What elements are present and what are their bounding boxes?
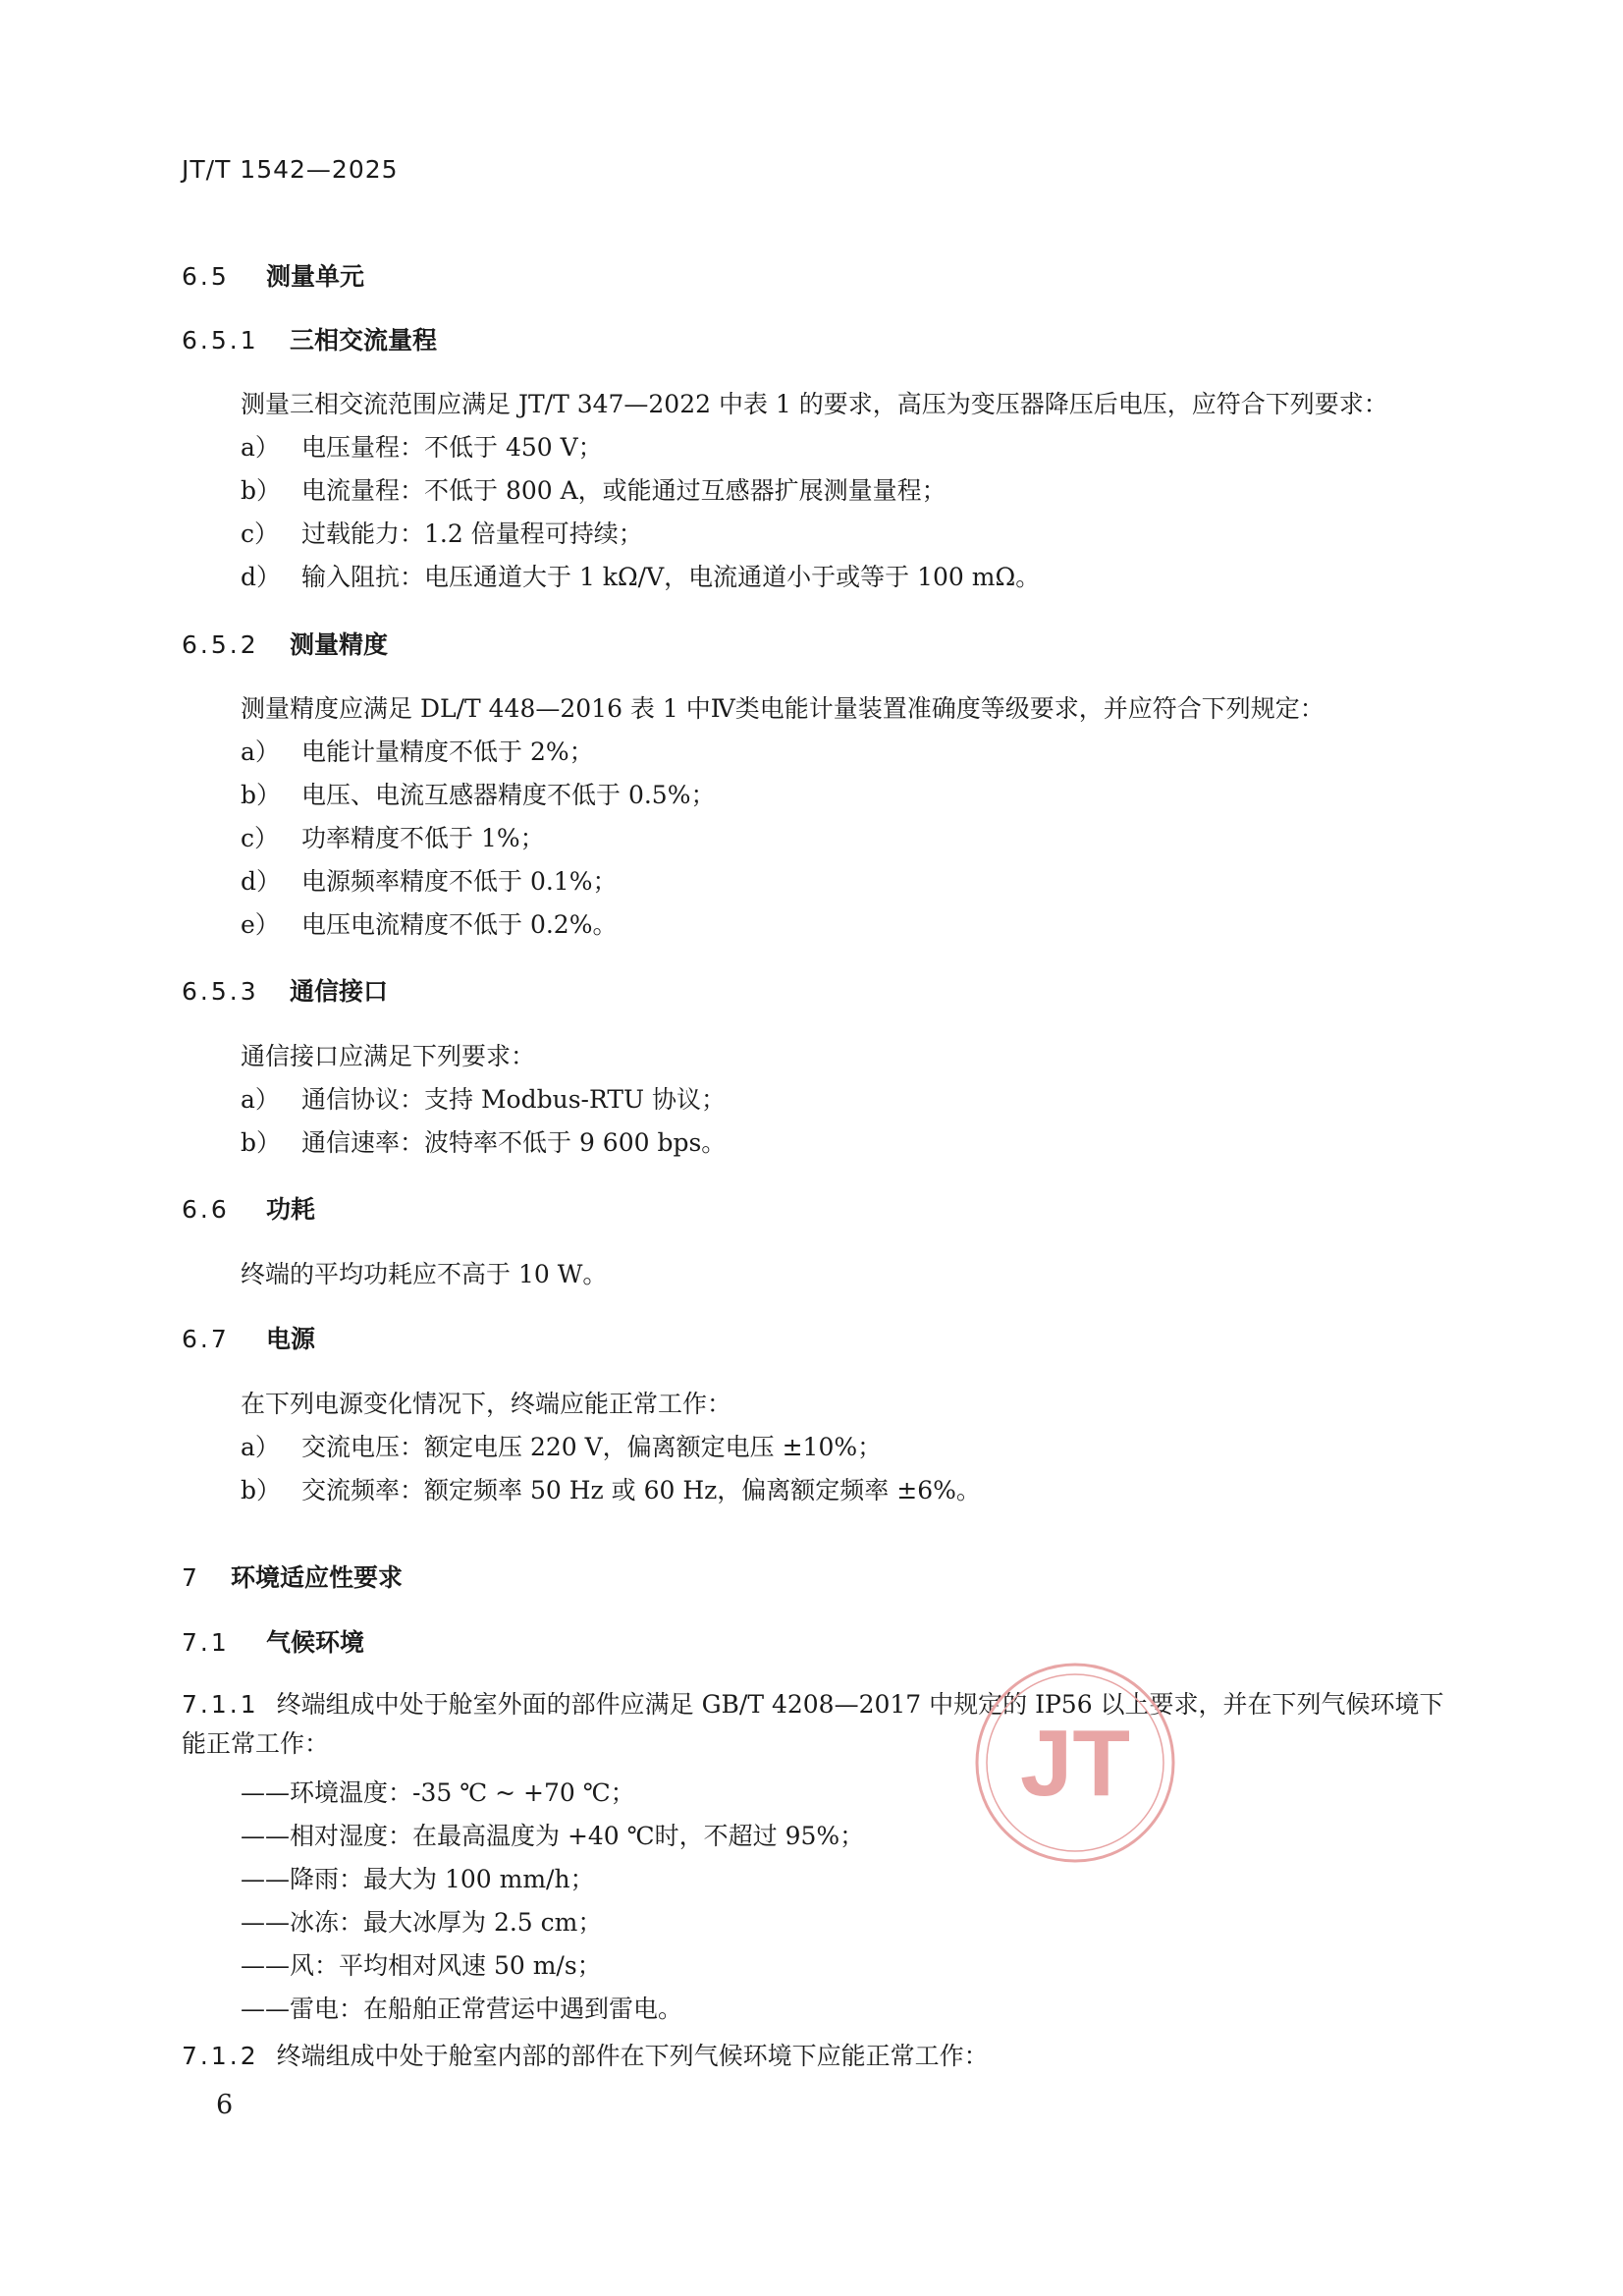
dash-item: ——相对湿度：在最高温度为 +40 ℃时，不超过 95%；	[241, 1822, 865, 1850]
heading-6-7: 6.7 电源	[182, 1325, 316, 1353]
seal-text: JT	[1019, 1711, 1131, 1816]
list-item: d） 输入阻抗：电压通道大于 1 kΩ/V，电流通道小于或等于 100 mΩ。	[241, 563, 1041, 591]
heading-6-5-1: 6.5.1 三相交流量程	[182, 326, 438, 355]
list-item: a） 电能计量精度不低于 2%；	[241, 738, 594, 766]
list-item: c） 过载能力：1.2 倍量程可持续；	[241, 519, 643, 548]
list-item: c） 功率精度不低于 1%；	[241, 824, 545, 852]
clause-7-1-2: 7.1.2 终端组成中处于舱室内部的部件在下列气候环境下应能正常工作：	[182, 2042, 989, 2070]
paragraph-6-5-2: 测量精度应满足 DL/T 448—2016 表 1 中Ⅳ类电能计量装置准确度等级要求，并应符合下列规定：	[241, 694, 1325, 723]
standard-code: JT/T 1542—2025	[182, 155, 399, 184]
page-number: 6	[216, 2090, 234, 2120]
list-item: e） 电压电流精度不低于 0.2%。	[241, 910, 618, 939]
list-item: b） 交流频率：额定频率 50 Hz 或 60 Hz，偏离额定频率 ±6%。	[241, 1476, 981, 1504]
heading-6-5-3: 6.5.3 通信接口	[182, 977, 389, 1006]
dash-item: ——环境温度：-35 ℃ ~ +70 ℃；	[241, 1778, 635, 1807]
list-item: a） 电压量程：不低于 450 V；	[241, 433, 603, 462]
heading-7: 7 环境适应性要求	[182, 1563, 404, 1592]
heading-6-5: 6.5 测量单元	[182, 262, 365, 291]
heading-6-6: 6.6 功耗	[182, 1195, 316, 1224]
jt-seal-watermark-icon	[972, 1660, 1178, 1866]
list-item: a） 交流电压：额定电压 220 V，偏离额定电压 ±10%；	[241, 1433, 883, 1461]
list-item: b） 电压、电流互感器精度不低于 0.5%；	[241, 781, 716, 809]
heading-7-1: 7.1 气候环境	[182, 1628, 365, 1657]
list-item: d） 电源频率精度不低于 0.1%；	[241, 867, 618, 896]
list-item: a） 通信协议：支持 Modbus-RTU 协议；	[241, 1085, 727, 1114]
heading-6-5-2: 6.5.2 测量精度	[182, 630, 389, 659]
paragraph-6-7: 在下列电源变化情况下，终端应能正常工作：	[241, 1390, 732, 1418]
dash-item: ——降雨：最大为 100 mm/h；	[241, 1865, 595, 1893]
dash-item: ——风：平均相对风速 50 m/s；	[241, 1951, 602, 1980]
paragraph-6-5-1: 测量三相交流范围应满足 JT/T 347—2022 中表 1 的要求，高压为变压器降压后电压，应符合下列要求：	[241, 390, 1388, 418]
clause-7-1-1: 7.1.1 终端组成中处于舱室外面的部件应满足 GB/T 4208—2017 中规定的 IP56 以上要求，并在下列气候环境下能正常工作：	[182, 1690, 1444, 1758]
dash-item: ——雷电：在船舶正常营运中遇到雷电。	[241, 1995, 683, 2023]
list-item: b） 通信速率：波特率不低于 9 600 bps。	[241, 1128, 727, 1157]
paragraph-6-6: 终端的平均功耗应不高于 10 W。	[241, 1260, 608, 1288]
list-item: b） 电流量程：不低于 800 A，或能通过互感器扩展测量量程；	[241, 476, 947, 505]
dash-item: ——冰冻：最大冰厚为 2.5 cm；	[241, 1908, 603, 1937]
paragraph-6-5-3: 通信接口应满足下列要求：	[241, 1042, 536, 1070]
